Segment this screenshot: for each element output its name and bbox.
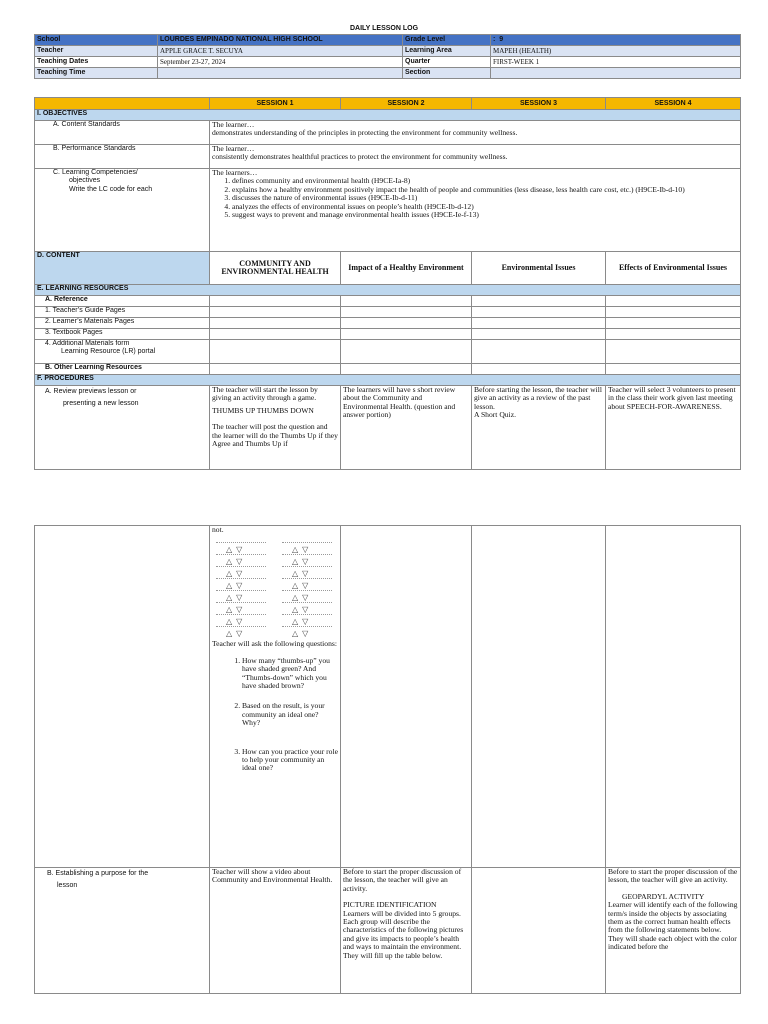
thumbs-pair — [282, 614, 341, 626]
review-session-4: Teacher will select 3 volunteers to present in the class their work given last meeting about SPEECH-FOR-AWARENESS. — [606, 386, 741, 470]
quarter-value: FIRST-WEEK 1 — [491, 57, 741, 68]
thumbs-down-icon: ▽ — [236, 581, 247, 591]
thumbs-down-icon: ▽ — [236, 617, 247, 627]
competencies-text: The learners… 1. defines community and environmental health (H9CE-Ia-8) 2. explains how a healthy environment positively impact the health of people and communities (less disease, less health care cost, etc.) (H9CE-Ib-d-10) 3. discusses the nature of environmental issues (H9CE-Ib-d-11) 4. analyzes the effects of environmental issues on people’s health (H9CE-Ib-d-12) 5. suggest ways to prevent and manage environmental health issues (H9CE-Ie-f-13) — [210, 169, 741, 252]
header-table — [34, 34, 741, 79]
thumbs-down-icon: ▽ — [236, 545, 247, 555]
thumbs-up-icon: △ — [292, 629, 303, 639]
thumbs-down-icon: ▽ — [302, 545, 313, 555]
grade-label: Grade Level — [403, 35, 491, 46]
teacher-value: APPLE GRACE T. SECUYA — [158, 46, 403, 57]
thumbs-up-icon: △ — [292, 545, 303, 555]
competency-item: 5. suggest ways to prevent and manage environmental health issues (H9CE-Ie-f-13) — [232, 211, 738, 219]
competency-item: 2. explains how a healthy environment positively impact the health of people and communities (less disease, less health care cost, etc.) (H9CE-Ib-d-10) — [232, 186, 738, 194]
thumbs-down-icon: ▽ — [302, 581, 313, 591]
question-item: 2. Based on the result, is your community an ideal one? Why? — [242, 702, 338, 727]
area-value: MAPEH (HEALTH) — [491, 46, 741, 57]
session-1-header: SESSION 1 — [210, 98, 341, 110]
time-label: Teaching Time — [35, 68, 158, 79]
session-3-header: SESSION 3 — [472, 98, 606, 110]
school-label: School — [35, 35, 158, 46]
content-title-4: Effects of Environmental Issues — [606, 252, 741, 285]
thumbs-down-icon: ▽ — [236, 569, 247, 579]
session-4-header: SESSION 4 — [606, 98, 741, 110]
other-resources-label: B. Other Learning Resources — [35, 364, 210, 375]
dates-label: Teaching Dates — [35, 57, 158, 68]
review-session-2: The learners will have s short review about the Community and Environmental Health. (question and answer portion) — [341, 386, 472, 470]
reference-label: A. Reference — [35, 296, 210, 307]
thumbs-up-icon: △ — [292, 557, 303, 567]
thumbs-pair — [282, 566, 341, 578]
content-heading: D. CONTENT — [35, 252, 210, 285]
lesson-log-table-continued — [34, 525, 741, 994]
thumbs-down-icon: ▽ — [236, 557, 247, 567]
thumbs-pair — [216, 590, 280, 602]
continued-session-1: not. △▽ △▽ △▽ △▽ △▽ △▽ △▽ △▽ △▽ △▽ △▽ △▽ △▽ △▽ △▽ △▽ Teacher will ask the following questions: 1. How many “thumbs-up” you have shaded green? And “Thumbs-down” which you have shaded brown? 2. Based on the result, is your community an ideal one? Why? 3. How can you practice your role to help your community an ideal one? — [210, 526, 341, 868]
purpose-label: B. Establishing a purpose for the lesson — [35, 868, 210, 994]
guide-pages-label: 1. Teacher’s Guide Pages — [35, 307, 210, 318]
materials-pages-label: 2. Learner’s Materials Pages — [35, 318, 210, 329]
thumbs-pair — [216, 542, 280, 554]
thumbs-pair — [216, 578, 280, 590]
thumbs-pair — [282, 626, 341, 638]
question-item: 1. How many “thumbs-up” you have shaded green? And “Thumbs-down” which you have shaded brown? — [242, 657, 338, 691]
thumbs-up-icon: △ — [226, 557, 237, 567]
session-2-header: SESSION 2 — [341, 98, 472, 110]
purpose-session-1: Teacher will show a video about Community and Environmental Health. — [210, 868, 341, 994]
thumbs-up-icon: △ — [292, 569, 303, 579]
thumbs-down-icon: ▽ — [236, 593, 247, 603]
continued-label-cell — [35, 526, 210, 868]
thumbs-up-icon: △ — [226, 593, 237, 603]
thumbs-pair — [216, 626, 280, 638]
content-title-2: Impact of a Healthy Environment — [341, 252, 472, 285]
thumbs-up-icon: △ — [226, 629, 237, 639]
thumbs-pair — [282, 578, 341, 590]
section-value — [491, 68, 741, 79]
thumbs-down-icon: ▽ — [302, 617, 313, 627]
thumbs-down-icon: ▽ — [302, 629, 313, 639]
purpose-session-3 — [472, 868, 606, 994]
time-value — [158, 68, 403, 79]
document-title: DAILY LESSON LOG — [349, 25, 419, 32]
quarter-label: Quarter — [403, 57, 491, 68]
question-item: 3. How can you practice your role to help your community an ideal one? — [242, 748, 338, 773]
thumbs-up-icon: △ — [292, 617, 303, 627]
thumbs-up-icon: △ — [292, 593, 303, 603]
thumbs-up-icon: △ — [226, 569, 237, 579]
competency-item: 1. defines community and environmental health (H9CE-Ia-8) — [232, 177, 738, 185]
review-session-1: The teacher will start the lesson by giving an activity through a game. THUMBS UP THUMBS DOWN The teacher will post the question and the learner will do the Thumbs Up if they Agree and Thumbs Up if — [210, 386, 341, 470]
thumbs-pair — [216, 614, 280, 626]
additional-materials-label: 4. Additional Materials form Learning Resource (LR) portal — [35, 340, 210, 364]
thumbs-worksheet — [216, 542, 338, 638]
procedures-heading: F. PROCEDURES — [35, 375, 741, 386]
thumbs-pair — [282, 542, 341, 554]
competency-item: 4. analyzes the effects of environmental issues on people’s health (H9CE-Ib-d-12) — [232, 203, 738, 211]
teacher-label: Teacher — [35, 46, 158, 57]
thumbs-pair — [216, 602, 280, 614]
performance-standards-label: B. Performance Standards — [35, 145, 210, 169]
thumbs-down-icon: ▽ — [302, 569, 313, 579]
resources-heading: E. LEARNING RESOURCES — [35, 285, 741, 296]
lesson-log-table — [34, 97, 741, 470]
thumbs-up-icon: △ — [226, 605, 237, 615]
content-standards-label: A. Content Standards — [35, 121, 210, 145]
school-value: LOURDES EMPINADO NATIONAL HIGH SCHOOL — [158, 35, 403, 46]
review-label: A. Review previews lesson or presenting a new lesson — [35, 386, 210, 470]
review-session-3: Before starting the lesson, the teacher will give an activity as a review of the past lesson. A Short Quiz. — [472, 386, 606, 470]
continued-session-3 — [472, 526, 606, 868]
thumbs-pair — [216, 566, 280, 578]
continued-session-2 — [341, 526, 472, 868]
thumbs-down-icon: ▽ — [302, 605, 313, 615]
competencies-label: C. Learning Competencies/ objectives Write the LC code for each — [35, 169, 210, 252]
thumbs-pair — [282, 590, 341, 602]
textbook-pages-label: 3. Textbook Pages — [35, 329, 210, 340]
competency-item: 3. discusses the nature of environmental issues (H9CE-Ib-d-11) — [232, 194, 738, 202]
area-label: Learning Area — [403, 46, 491, 57]
content-title-3: Environmental Issues — [472, 252, 606, 285]
thumbs-pair — [216, 554, 280, 566]
thumbs-down-icon: ▽ — [302, 593, 313, 603]
questions-list — [212, 657, 338, 773]
thumbs-up-icon: △ — [292, 605, 303, 615]
thumbs-pair — [282, 602, 341, 614]
competencies-list — [212, 177, 738, 219]
section-label: Section — [403, 68, 491, 79]
thumbs-pair — [282, 554, 341, 566]
thumbs-down-icon: ▽ — [302, 557, 313, 567]
thumbs-up-icon: △ — [292, 581, 303, 591]
dates-value: September 23-27, 2024 — [158, 57, 403, 68]
corner-cell — [35, 98, 210, 110]
thumbs-up-icon: △ — [226, 581, 237, 591]
performance-standards-text: The learner… consistently demonstrates healthful practices to protect the environment for community wellness. — [210, 145, 741, 169]
thumbs-up-icon: △ — [226, 617, 237, 627]
continued-session-4 — [606, 526, 741, 868]
thumbs-up-icon: △ — [226, 545, 237, 555]
objectives-heading: I. OBJECTIVES — [35, 110, 741, 121]
content-standards-text: The learner… demonstrates understanding of the principles in protecting the environment for community wellness. — [210, 121, 741, 145]
thumbs-down-icon: ▽ — [236, 605, 247, 615]
purpose-session-2: Before to start the proper discussion of the lesson, the teacher will give an activity. PICTURE IDENTIFICATION Learners will be divided into 5 groups. Each group will describe the characteristics of the following pictures and give its impacts to people’s health and ways to maintain the environment. They will fill up the table below. — [341, 868, 472, 994]
thumbs-down-icon: ▽ — [236, 629, 247, 639]
purpose-session-4: Before to start the proper discussion of the lesson, the teacher will give an activity. GEOPARDYL ACTIVITY Learner will identify each of the following term/s inside the objects by associating them as the correct human health effects from the following statements below. They will shade each object with the color indicated before the — [606, 868, 741, 994]
content-title-1: COMMUNITY AND ENVIRONMENTAL HEALTH — [210, 252, 341, 285]
grade-value: : 9 — [491, 35, 741, 46]
